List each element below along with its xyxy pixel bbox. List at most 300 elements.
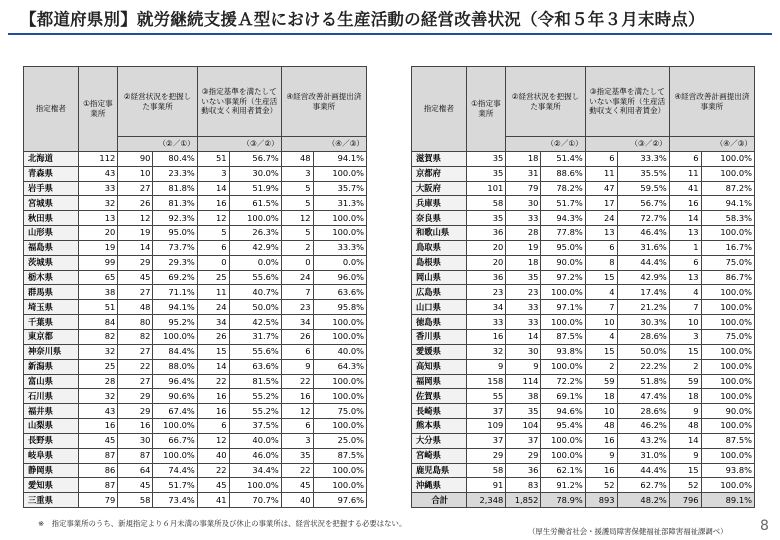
cell-plan-count: 7 (669, 300, 701, 315)
cell-grasped-count: 38 (506, 389, 541, 404)
cell-noncompliant-count: 6 (585, 240, 617, 255)
cell-grasped-count: 18 (506, 151, 541, 166)
cell-noncompliant-count: 51 (197, 151, 229, 166)
cell-grasped-count: 30 (118, 433, 153, 448)
cell-noncompliant-count: 52 (585, 478, 617, 493)
right-table-body (412, 151, 755, 507)
cell-designated-count: 84 (78, 315, 118, 330)
table-row (24, 374, 367, 389)
cell-plan-count: 6 (669, 255, 701, 270)
cell-noncompliant-ratio: 55.2% (229, 404, 281, 419)
left-prefecture-table (23, 66, 367, 508)
cell-prefecture: 茨城県 (24, 255, 79, 270)
cell-noncompliant-count: 48 (585, 419, 617, 434)
cell-grasped-count: 30 (506, 344, 541, 359)
cell-plan-ratio: 40.0% (313, 344, 366, 359)
cell-noncompliant-ratio: 30.3% (617, 315, 669, 330)
table-row (412, 270, 755, 285)
cell-plan-count: 2 (669, 359, 701, 374)
cell-noncompliant-ratio: 46.0% (229, 448, 281, 463)
header-ratio21: （②／①） (506, 137, 585, 152)
source-credit: （厚生労働省社会・援護局障害保健福祉部障害福祉課調べ） (528, 527, 728, 536)
cell-grasped-ratio: 100.0% (541, 285, 585, 300)
cell-noncompliant-count: 14 (197, 181, 229, 196)
cell-prefecture: 山形県 (24, 226, 79, 241)
cell-noncompliant-count: 12 (197, 211, 229, 226)
cell-prefecture: 合計 (412, 493, 467, 508)
table-row (24, 240, 367, 255)
cell-noncompliant-count: 3 (197, 166, 229, 181)
cell-designated-count: 13 (78, 211, 118, 226)
cell-designated-count: 35 (466, 211, 506, 226)
cell-plan-ratio: 97.6% (313, 493, 366, 508)
cell-prefecture: 沖縄県 (412, 478, 467, 493)
cell-noncompliant-count: 9 (585, 448, 617, 463)
cell-grasped-count: 35 (506, 270, 541, 285)
cell-plan-ratio: 31.3% (313, 196, 366, 211)
cell-designated-count: 32 (78, 196, 118, 211)
cell-plan-ratio: 16.7% (701, 240, 754, 255)
cell-plan-ratio: 100.0% (701, 448, 754, 463)
cell-noncompliant-count: 25 (197, 270, 229, 285)
cell-plan-count: 45 (281, 478, 313, 493)
table-row (412, 196, 755, 211)
cell-plan-ratio: 100.0% (313, 226, 366, 241)
cell-designated-count: 158 (466, 374, 506, 389)
cell-noncompliant-count: 47 (585, 181, 617, 196)
cell-designated-count: 109 (466, 419, 506, 434)
cell-plan-ratio: 100.0% (701, 478, 754, 493)
cell-plan-ratio: 100.0% (701, 389, 754, 404)
cell-designated-count: 38 (78, 285, 118, 300)
table-row (412, 255, 755, 270)
table-row (24, 315, 367, 330)
cell-prefecture: 鹿児島県 (412, 463, 467, 478)
cell-grasped-count: 14 (506, 329, 541, 344)
cell-noncompliant-count: 22 (197, 463, 229, 478)
page-title: 【都道府県別】就労継続支援Ａ型における生産活動の経営改善状況（令和５年３月末時点） (20, 10, 705, 29)
cell-grasped-ratio: 97.2% (541, 270, 585, 285)
cell-prefecture: 滋賀県 (412, 151, 467, 166)
table-row (412, 463, 755, 478)
cell-prefecture: 京都府 (412, 166, 467, 181)
cell-noncompliant-count: 15 (197, 344, 229, 359)
cell-grasped-ratio: 69.2% (153, 270, 197, 285)
cell-grasped-count: 19 (506, 240, 541, 255)
cell-prefecture: 愛知県 (24, 478, 79, 493)
cell-noncompliant-ratio: 61.5% (229, 196, 281, 211)
cell-plan-count: 23 (281, 300, 313, 315)
cell-grasped-count: 10 (118, 166, 153, 181)
cell-plan-count: 40 (281, 493, 313, 508)
cell-plan-count: 22 (281, 463, 313, 478)
cell-designated-count: 32 (466, 344, 506, 359)
cell-grasped-ratio: 81.3% (153, 196, 197, 211)
cell-prefecture: 奈良県 (412, 211, 467, 226)
cell-grasped-ratio: 97.1% (541, 300, 585, 315)
table-row (24, 166, 367, 181)
table-row (412, 181, 755, 196)
cell-grasped-ratio: 72.2% (541, 374, 585, 389)
cell-designated-count: 37 (466, 404, 506, 419)
cell-plan-count: 35 (281, 448, 313, 463)
header-designator: 指定権者 (412, 67, 467, 152)
cell-plan-ratio: 89.1% (701, 493, 754, 508)
cell-grasped-count: 45 (118, 270, 153, 285)
cell-prefecture: 山梨県 (24, 419, 79, 434)
cell-plan-count: 7 (281, 285, 313, 300)
cell-noncompliant-ratio: 42.9% (617, 270, 669, 285)
cell-noncompliant-ratio: 26.3% (229, 226, 281, 241)
cell-grasped-count: 27 (118, 344, 153, 359)
cell-noncompliant-ratio: 31.0% (617, 448, 669, 463)
cell-noncompliant-count: 13 (585, 226, 617, 241)
table-row (24, 270, 367, 285)
cell-noncompliant-count: 0 (197, 255, 229, 270)
table-row (412, 419, 755, 434)
cell-designated-count: 33 (78, 181, 118, 196)
cell-plan-count: 24 (281, 270, 313, 285)
cell-grasped-ratio: 100.0% (153, 448, 197, 463)
cell-designated-count: 91 (466, 478, 506, 493)
cell-grasped-count: 48 (118, 300, 153, 315)
right-prefecture-table (411, 66, 755, 508)
cell-plan-ratio: 25.0% (313, 433, 366, 448)
cell-grasped-ratio: 95.0% (541, 240, 585, 255)
table-row (24, 255, 367, 270)
cell-noncompliant-ratio: 55.2% (229, 389, 281, 404)
cell-plan-ratio: 58.3% (701, 211, 754, 226)
table-row (412, 240, 755, 255)
cell-grasped-ratio: 84.4% (153, 344, 197, 359)
cell-noncompliant-count: 17 (585, 196, 617, 211)
cell-grasped-count: 82 (118, 329, 153, 344)
cell-prefecture: 岩手県 (24, 181, 79, 196)
cell-prefecture: 東京都 (24, 329, 79, 344)
cell-designated-count: 35 (466, 151, 506, 166)
cell-grasped-ratio: 74.4% (153, 463, 197, 478)
cell-designated-count: 51 (78, 300, 118, 315)
cell-plan-count: 18 (669, 389, 701, 404)
cell-prefecture: 兵庫県 (412, 196, 467, 211)
cell-noncompliant-ratio: 33.3% (617, 151, 669, 166)
cell-grasped-ratio: 91.2% (541, 478, 585, 493)
cell-grasped-count: 27 (118, 374, 153, 389)
cell-noncompliant-ratio: 72.7% (617, 211, 669, 226)
cell-plan-ratio: 0.0% (313, 255, 366, 270)
cell-grasped-count: 45 (118, 478, 153, 493)
cell-noncompliant-ratio: 17.4% (617, 285, 669, 300)
cell-noncompliant-count: 4 (585, 285, 617, 300)
cell-noncompliant-ratio: 46.2% (617, 419, 669, 434)
cell-plan-ratio: 100.0% (701, 226, 754, 241)
cell-grasped-count: 30 (506, 196, 541, 211)
cell-grasped-count: 36 (506, 463, 541, 478)
cell-plan-count: 59 (669, 374, 701, 389)
cell-grasped-count: 27 (118, 181, 153, 196)
header-ratio43: （④／③） (281, 137, 366, 152)
cell-grasped-ratio: 94.1% (153, 300, 197, 315)
table-row (24, 211, 367, 226)
cell-grasped-count: 29 (506, 448, 541, 463)
cell-plan-ratio: 94.1% (701, 196, 754, 211)
cell-prefecture: 三重県 (24, 493, 79, 508)
cell-designated-count: 9 (466, 359, 506, 374)
cell-plan-ratio: 75.0% (701, 329, 754, 344)
cell-designated-count: 19 (78, 240, 118, 255)
cell-noncompliant-ratio: 48.2% (617, 493, 669, 508)
cell-noncompliant-ratio: 44.4% (617, 255, 669, 270)
cell-noncompliant-count: 6 (197, 419, 229, 434)
cell-designated-count: 20 (466, 240, 506, 255)
cell-plan-ratio: 87.5% (701, 433, 754, 448)
cell-prefecture: 神奈川県 (24, 344, 79, 359)
cell-grasped-ratio: 96.4% (153, 374, 197, 389)
cell-designated-count: 82 (78, 329, 118, 344)
cell-plan-count: 3 (281, 433, 313, 448)
cell-noncompliant-ratio: 42.9% (229, 240, 281, 255)
cell-noncompliant-count: 8 (585, 255, 617, 270)
cell-noncompliant-ratio: 21.2% (617, 300, 669, 315)
cell-plan-ratio: 87.5% (313, 448, 366, 463)
cell-grasped-count: 29 (118, 404, 153, 419)
cell-plan-ratio: 100.0% (701, 151, 754, 166)
cell-noncompliant-ratio: 59.5% (617, 181, 669, 196)
cell-grasped-ratio: 78.2% (541, 181, 585, 196)
cell-grasped-count: 31 (506, 166, 541, 181)
cell-designated-count: 101 (466, 181, 506, 196)
cell-noncompliant-count: 11 (585, 166, 617, 181)
cell-prefecture: 長野県 (24, 433, 79, 448)
cell-plan-count: 5 (281, 196, 313, 211)
header-ratio43: （④／③） (669, 137, 754, 152)
cell-designated-count: 87 (78, 478, 118, 493)
cell-prefecture: 新潟県 (24, 359, 79, 374)
cell-grasped-count: 87 (118, 448, 153, 463)
cell-prefecture: 埼玉県 (24, 300, 79, 315)
cell-prefecture: 秋田県 (24, 211, 79, 226)
cell-noncompliant-ratio: 31.6% (617, 240, 669, 255)
cell-plan-ratio: 96.0% (313, 270, 366, 285)
cell-plan-ratio: 100.0% (701, 359, 754, 374)
cell-plan-count: 48 (281, 151, 313, 166)
cell-plan-count: 6 (281, 419, 313, 434)
cell-noncompliant-ratio: 46.4% (617, 226, 669, 241)
cell-designated-count: 112 (78, 151, 118, 166)
cell-noncompliant-ratio: 31.7% (229, 329, 281, 344)
cell-plan-ratio: 100.0% (313, 463, 366, 478)
cell-grasped-count: 80 (118, 315, 153, 330)
cell-plan-count: 4 (669, 285, 701, 300)
cell-noncompliant-ratio: 55.6% (229, 344, 281, 359)
total-row (412, 493, 755, 508)
cell-plan-count: 14 (669, 211, 701, 226)
cell-grasped-count: 23 (506, 285, 541, 300)
cell-plan-count: 22 (281, 374, 313, 389)
cell-prefecture: 福岡県 (412, 374, 467, 389)
header-designator: 指定権者 (24, 67, 79, 152)
cell-designated-count: 20 (466, 255, 506, 270)
cell-plan-ratio: 90.0% (701, 404, 754, 419)
cell-noncompliant-count: 14 (197, 359, 229, 374)
cell-noncompliant-count: 59 (585, 374, 617, 389)
cell-prefecture: 香川県 (412, 329, 467, 344)
header-col2: ②経営状況を把握した事業所 (506, 67, 585, 137)
cell-designated-count: 86 (78, 463, 118, 478)
cell-noncompliant-ratio: 62.7% (617, 478, 669, 493)
cell-grasped-ratio: 100.0% (541, 359, 585, 374)
table-row (24, 433, 367, 448)
cell-plan-count: 41 (669, 181, 701, 196)
cell-grasped-ratio: 95.0% (153, 226, 197, 241)
header-col3: ③指定基準を満たしていない事業所（生産活動収支く利用者賃金） (585, 67, 669, 137)
table-row (24, 404, 367, 419)
cell-grasped-ratio: 66.7% (153, 433, 197, 448)
cell-plan-ratio: 93.8% (701, 463, 754, 478)
cell-plan-count: 12 (281, 211, 313, 226)
cell-designated-count: 16 (78, 419, 118, 434)
cell-grasped-count: 18 (506, 255, 541, 270)
cell-plan-count: 14 (669, 433, 701, 448)
cell-grasped-ratio: 81.8% (153, 181, 197, 196)
table-row (412, 374, 755, 389)
cell-noncompliant-count: 10 (585, 315, 617, 330)
cell-grasped-count: 19 (118, 226, 153, 241)
cell-grasped-ratio: 51.4% (541, 151, 585, 166)
cell-grasped-count: 27 (118, 285, 153, 300)
cell-noncompliant-ratio: 63.6% (229, 359, 281, 374)
cell-plan-count: 10 (669, 315, 701, 330)
table-row (24, 478, 367, 493)
cell-grasped-count: 33 (506, 300, 541, 315)
table-row (412, 211, 755, 226)
cell-designated-count: 34 (466, 300, 506, 315)
cell-prefecture: 島根県 (412, 255, 467, 270)
cell-grasped-ratio: 90.0% (541, 255, 585, 270)
cell-prefecture: 北海道 (24, 151, 79, 166)
cell-grasped-count: 26 (118, 196, 153, 211)
cell-noncompliant-ratio: 0.0% (229, 255, 281, 270)
cell-noncompliant-ratio: 100.0% (229, 478, 281, 493)
cell-grasped-ratio: 90.6% (153, 389, 197, 404)
cell-plan-count: 2 (281, 240, 313, 255)
cell-plan-count: 16 (281, 389, 313, 404)
cell-plan-ratio: 100.0% (701, 166, 754, 181)
cell-grasped-ratio: 51.7% (153, 478, 197, 493)
header-ratio21: （②／①） (118, 137, 197, 152)
cell-grasped-ratio: 100.0% (541, 448, 585, 463)
cell-plan-ratio: 100.0% (313, 211, 366, 226)
cell-designated-count: 25 (78, 359, 118, 374)
table-row (412, 478, 755, 493)
cell-designated-count: 32 (78, 389, 118, 404)
cell-noncompliant-ratio: 51.8% (617, 374, 669, 389)
cell-grasped-ratio: 51.7% (541, 196, 585, 211)
cell-plan-ratio: 100.0% (313, 329, 366, 344)
footnote: ※ 指定事業所のうち、新規指定より６月未満の事業所及び休止の事業所は、経営状況を把握する必要はない。 (38, 519, 407, 528)
cell-plan-ratio: 100.0% (313, 419, 366, 434)
cell-designated-count: 36 (466, 270, 506, 285)
cell-designated-count: 2,348 (466, 493, 506, 508)
cell-designated-count: 58 (466, 196, 506, 211)
table-row (412, 433, 755, 448)
cell-noncompliant-count: 15 (585, 344, 617, 359)
cell-prefecture: 山口県 (412, 300, 467, 315)
table-row (24, 344, 367, 359)
table-row (412, 389, 755, 404)
left-table-body (24, 151, 367, 507)
cell-noncompliant-count: 24 (197, 300, 229, 315)
cell-prefecture: 福島県 (24, 240, 79, 255)
cell-prefecture: 和歌山県 (412, 226, 467, 241)
table-row (24, 359, 367, 374)
cell-grasped-ratio: 80.4% (153, 151, 197, 166)
cell-plan-ratio: 100.0% (313, 315, 366, 330)
cell-prefecture: 佐賀県 (412, 389, 467, 404)
cell-noncompliant-count: 5 (197, 226, 229, 241)
cell-grasped-ratio: 71.1% (153, 285, 197, 300)
cell-designated-count: 58 (466, 463, 506, 478)
cell-noncompliant-ratio: 56.7% (617, 196, 669, 211)
cell-plan-count: 48 (669, 419, 701, 434)
table-row (412, 359, 755, 374)
table-row (24, 389, 367, 404)
cell-plan-count: 52 (669, 478, 701, 493)
cell-prefecture: 福井県 (24, 404, 79, 419)
cell-designated-count: 65 (78, 270, 118, 285)
cell-plan-count: 9 (669, 404, 701, 419)
cell-prefecture: 岡山県 (412, 270, 467, 285)
cell-grasped-count: 37 (506, 433, 541, 448)
page-number: 8 (760, 518, 769, 534)
cell-noncompliant-ratio: 70.7% (229, 493, 281, 508)
cell-grasped-count: 22 (118, 359, 153, 374)
cell-noncompliant-count: 34 (197, 315, 229, 330)
cell-noncompliant-count: 12 (197, 433, 229, 448)
cell-plan-count: 34 (281, 315, 313, 330)
cell-grasped-ratio: 100.0% (153, 329, 197, 344)
table-row (24, 285, 367, 300)
cell-plan-ratio: 94.1% (313, 151, 366, 166)
cell-grasped-ratio: 88.0% (153, 359, 197, 374)
cell-designated-count: 29 (466, 448, 506, 463)
cell-noncompliant-ratio: 34.4% (229, 463, 281, 478)
cell-noncompliant-ratio: 35.5% (617, 166, 669, 181)
cell-noncompliant-count: 2 (585, 359, 617, 374)
cell-prefecture: 徳島県 (412, 315, 467, 330)
cell-noncompliant-count: 16 (585, 433, 617, 448)
table-row (412, 166, 755, 181)
table-row (24, 181, 367, 196)
cell-prefecture: 熊本県 (412, 419, 467, 434)
cell-grasped-count: 29 (118, 255, 153, 270)
cell-grasped-count: 33 (506, 315, 541, 330)
cell-noncompliant-ratio: 47.4% (617, 389, 669, 404)
cell-noncompliant-ratio: 50.0% (617, 344, 669, 359)
cell-designated-count: 16 (466, 329, 506, 344)
cell-grasped-count: 16 (118, 419, 153, 434)
cell-prefecture: 石川県 (24, 389, 79, 404)
cell-plan-count: 3 (669, 329, 701, 344)
cell-designated-count: 43 (78, 166, 118, 181)
cell-noncompliant-count: 40 (197, 448, 229, 463)
cell-plan-ratio: 35.7% (313, 181, 366, 196)
cell-designated-count: 79 (78, 493, 118, 508)
cell-noncompliant-count: 24 (585, 211, 617, 226)
cell-plan-ratio: 87.2% (701, 181, 754, 196)
cell-prefecture: 富山県 (24, 374, 79, 389)
cell-noncompliant-ratio: 40.7% (229, 285, 281, 300)
